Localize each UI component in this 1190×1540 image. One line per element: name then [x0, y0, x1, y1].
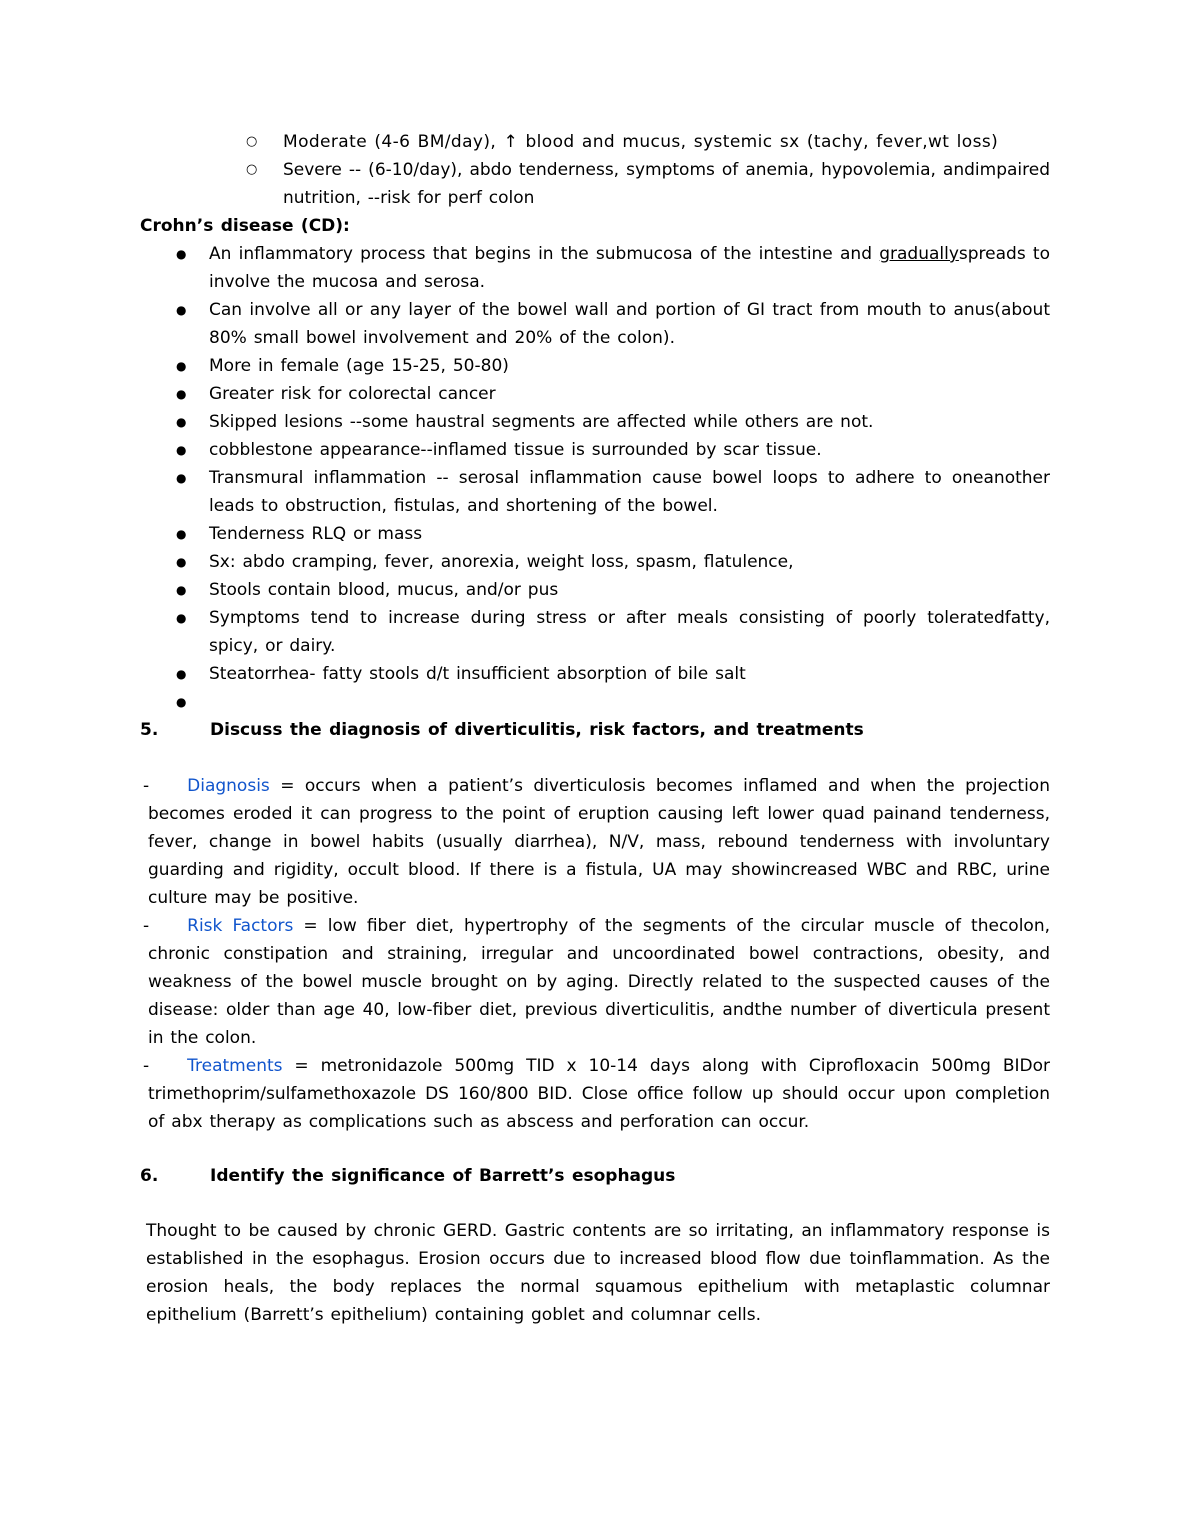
diagnosis-paragraph	[140, 772, 1050, 912]
bullet-text: Steatorrhea- fatty stools d/t insufficient absorption of bile salt	[209, 664, 746, 684]
term-treatments: Treatments	[187, 1056, 283, 1076]
bullet-icon: ●	[176, 247, 187, 261]
bullet-text: Moderate (4-6 BM/day), ↑ blood and mucus, systemic sx (tachy, fever,wt loss)	[283, 132, 999, 152]
bullet-text: Transmural inflammation -- serosal inflammation cause bowel loops to adhere to oneanother leads to obstruction, fistulas, and shortening of the bowel.	[209, 468, 1050, 516]
paragraph-text: = occurs when a patient’s diverticulosis becomes inflamed and when the projection becomes eroded it can progress to the point of eruption causing left lower quad painand tenderness, fever, change in bowel habits (usually diarrhea), N/V, mass, rebound tenderness with involuntary guarding and rigidity, occult blood. If there is a fistula, UA may showincreased WBC and RBC, urine culture may be positive.	[148, 776, 1050, 908]
dash-marker: -	[143, 916, 150, 936]
underlined-word: gradually	[879, 244, 959, 264]
crohns-heading: Crohn’s disease (CD):	[140, 216, 350, 236]
crohns-bullet-list	[140, 240, 1050, 716]
bullet-text: Skipped lesions --some haustral segments are affected while others are not.	[209, 412, 874, 432]
list-item	[140, 548, 1050, 576]
list-item	[140, 688, 1050, 716]
dash-marker: -	[143, 1056, 150, 1076]
question-5-heading	[140, 716, 1050, 744]
bullet-text: Can involve all or any layer of the bowel wall and portion of GI tract from mouth to anus(about 80% small bowel involvement and 20% of the colon).	[209, 300, 1050, 348]
bullet-icon: ●	[176, 527, 187, 541]
question-number: 6.	[140, 1166, 159, 1186]
list-item	[140, 296, 1050, 352]
bullet-icon: ●	[176, 471, 187, 485]
bullet-icon: ●	[176, 443, 187, 457]
hollow-bullet-icon: ○	[246, 134, 258, 149]
severity-bullet-list	[140, 128, 1050, 212]
bullet-icon: ●	[176, 695, 187, 709]
bullet-icon: ●	[176, 387, 187, 401]
list-item	[140, 436, 1050, 464]
question-6-heading	[140, 1162, 1050, 1190]
bullet-text	[209, 688, 1050, 716]
bullet-text: More in female (age 15-25, 50-80)	[209, 356, 509, 376]
list-item	[140, 520, 1050, 548]
bullet-icon: ●	[176, 359, 187, 373]
list-item	[140, 660, 1050, 688]
paragraph-text: = low fiber diet, hypertrophy of the segments of the circular muscle of thecolon, chronic constipation and straining, irregular and uncoordinated bowel contractions, obesity, and weakness of the bowel muscle brought on by aging. Directly related to the suspected causes of the disease: older than age 40, low-fiber diet, previous diverticulitis, andthe number of diverticula present in the colon.	[148, 916, 1051, 1048]
list-item	[140, 408, 1050, 436]
bullet-icon: ●	[176, 303, 187, 317]
bullet-text-post: spreads to involve the mucosa and serosa.	[209, 244, 1050, 292]
list-item	[140, 352, 1050, 380]
bullet-icon: ●	[176, 583, 187, 597]
bullet-text: Symptoms tend to increase during stress or after meals consisting of poorly toleratedfatty, spicy, or dairy.	[209, 608, 1050, 656]
paragraph-text: = metronidazole 500mg TID x 10-14 days along with Ciprofloxacin 500mg BIDor trimethoprim/sulfamethoxazole DS 160/800 BID. Close office follow up should occur upon completion of abx therapy as complications such as abscess and perforation can occur.	[148, 1056, 1050, 1132]
bullet-text: Tenderness RLQ or mass	[209, 524, 423, 544]
risk-factors-paragraph	[140, 912, 1050, 1052]
list-item	[140, 604, 1050, 660]
list-item	[140, 128, 1050, 156]
list-item	[140, 464, 1050, 520]
treatments-paragraph	[140, 1052, 1050, 1136]
bullet-text: Sx: abdo cramping, fever, anorexia, weight loss, spasm, flatulence,	[209, 552, 794, 572]
dash-marker: -	[143, 776, 150, 796]
bullet-icon: ●	[176, 611, 187, 625]
bullet-text: Greater risk for colorectal cancer	[209, 384, 496, 404]
list-item	[140, 240, 1050, 296]
bullet-text: Severe -- (6-10/day), abdo tenderness, symptoms of anemia, hypovolemia, andimpaired nutrition, --risk for perf colon	[283, 160, 1050, 208]
term-diagnosis: Diagnosis	[187, 776, 270, 796]
bullet-icon: ●	[176, 667, 187, 681]
list-item	[140, 576, 1050, 604]
bullet-text: Stools contain blood, mucus, and/or pus	[209, 580, 559, 600]
hollow-bullet-icon: ○	[246, 162, 258, 177]
list-item	[140, 380, 1050, 408]
bullet-icon: ●	[176, 555, 187, 569]
bullet-text-pre: An inflammatory process that begins in the submucosa of the intestine and	[209, 244, 880, 264]
list-item	[140, 156, 1050, 212]
question-number: 5.	[140, 720, 159, 740]
barretts-paragraph: Thought to be caused by chronic GERD. Gastric contents are so irritating, an inflammatory response is established in the esophagus. Erosion occurs due to increased blood flow due toinflammation. As the erosion heals, the body replaces the normal squamous epithelium with metaplastic columnar epithelium (Barrett’s epithelium) containing goblet and columnar cells.	[146, 1221, 1050, 1325]
bullet-icon: ●	[176, 415, 187, 429]
bullet-text	[209, 240, 1050, 296]
question-title: Discuss the diagnosis of diverticulitis, risk factors, and treatments	[210, 720, 864, 740]
term-risk-factors: Risk Factors	[187, 916, 294, 936]
question-title: Identify the significance of Barrett’s esophagus	[210, 1166, 676, 1186]
bullet-text: cobblestone appearance--inflamed tissue is surrounded by scar tissue.	[209, 440, 822, 460]
